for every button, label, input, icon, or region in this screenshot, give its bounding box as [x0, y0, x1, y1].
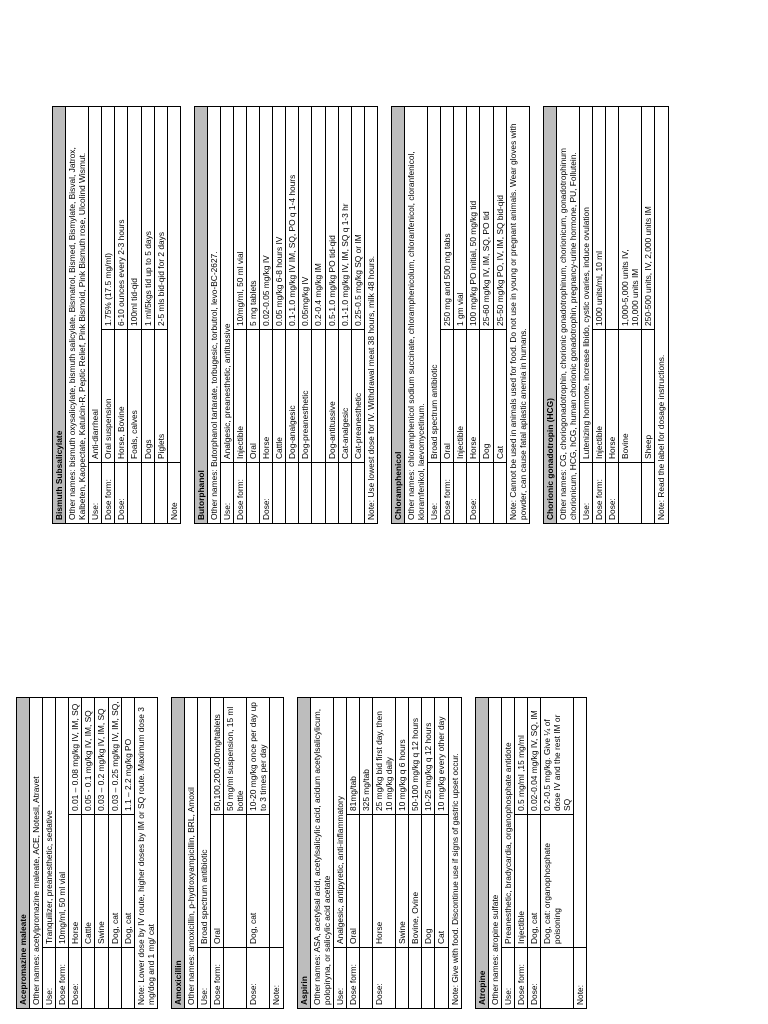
- table-row: [115, 107, 128, 523]
- row-label: Use:: [334, 947, 346, 1008]
- table-row: [102, 107, 115, 523]
- table-row: [82, 698, 95, 1008]
- row-label: Use:: [89, 462, 101, 523]
- drug-note: Note: Read the label for dosage instructions.: [656, 354, 667, 520]
- other-names: Other names: atropine sulfate: [489, 698, 502, 1008]
- drug-card-acepromazine-maleate: [16, 697, 158, 1009]
- table-row: [373, 698, 396, 1008]
- row-label: Dose form:: [211, 947, 223, 1008]
- row-value: Preanesthetic, bradycardia, organophosphate antidote: [502, 742, 513, 944]
- row-category: Bovine, Ovine: [409, 814, 421, 947]
- table-row: [168, 107, 180, 523]
- row-category: Oral: [441, 329, 453, 462]
- row-value: 0.5 mg/ml ,15 mg/ml: [515, 735, 526, 811]
- row-value: 0.5-1.0 mg/kg PO tid-qid: [326, 235, 337, 326]
- row-value: 1.75% (17.5 mg/ml): [103, 252, 114, 326]
- drug-card-chloramphenicol: [391, 106, 530, 524]
- drug-card-chorionic-gonadotropin-hcg: [543, 106, 669, 524]
- right-column: [52, 106, 682, 524]
- table-row: [234, 107, 247, 523]
- table-row: [198, 698, 211, 1008]
- row-category: Cat-analgesic: [339, 329, 351, 462]
- row-value: Broad spectrum antibiotic: [429, 364, 440, 459]
- row-label: [95, 947, 107, 1008]
- row-label: [82, 947, 94, 1008]
- drug-card-bismuth-subsalicylate: [52, 106, 181, 524]
- row-value: 0.03 – 0.25 mg/kg IV, IM, SQ,: [109, 701, 120, 811]
- row-value: 0.03 – 0.2 mg/kg IV, IM, SQ: [96, 708, 107, 811]
- row-value: Tranquilizer, preanesthetic, sedative: [44, 810, 55, 944]
- row-label: Dose:: [260, 462, 272, 523]
- row-value: 25 mg/kg bid first day, then 10 mg/kg daily: [374, 711, 395, 811]
- row-value: Analgesic, antipyretic, anti-inflammatory: [334, 795, 345, 944]
- table-row: [312, 107, 325, 523]
- table-row: [224, 698, 247, 1008]
- other-names: Other names: bismuth oxysalicylate, bismuth salicylate, Bismatrol, Bismed, Bismylate, Bisval, Jatrox, Kalbeten, Kaopectate, Katulcin-R, Peptic Relief, Pink Bismoid, Pink Bismuth rose, Ulcolind Wismut.: [66, 107, 89, 523]
- row-value: 50 mg/ml suspension, 15 ml bottle: [225, 706, 246, 811]
- table-row: [326, 107, 339, 523]
- row-value: 0.02-0.05 mg/kg IV: [261, 255, 272, 326]
- table-row: [247, 107, 260, 523]
- table-row: [441, 107, 454, 523]
- table-row: [89, 107, 102, 523]
- row-value: Analgesic, preanesthetic, antitussive: [221, 323, 232, 459]
- row-category: Dog, cat: [122, 814, 134, 947]
- row-value: 50-100 mg/kg q 12 hours: [410, 717, 421, 811]
- row-label: [128, 462, 140, 523]
- table-row: [339, 107, 352, 523]
- row-value: 10-20 mg/kg once per day up to 3 times per day: [248, 702, 269, 811]
- row-label: [642, 462, 654, 523]
- row-category: Cattle: [273, 329, 285, 462]
- row-category: Horse: [373, 814, 395, 947]
- table-row: [352, 107, 365, 523]
- row-category: Horse: [606, 329, 618, 462]
- row-label: Use:: [428, 462, 440, 523]
- row-label: [312, 462, 324, 523]
- row-category: Piglets: [155, 329, 167, 462]
- drug-note: Note: Cannot be used in animals used for food. Do not use in young or pregnant animals. Wear gloves with powder, can cause fatal aplastic anemia in humans.: [507, 123, 528, 520]
- drug-title: Butorphanol: [195, 107, 208, 523]
- table-row: [286, 107, 299, 523]
- table-row: [593, 107, 606, 523]
- table-row: [619, 107, 642, 523]
- row-value: 1 gm vial: [455, 292, 466, 326]
- row-category: Injectible: [234, 329, 246, 462]
- row-label: Dose:: [69, 947, 81, 1008]
- table-row: [347, 698, 360, 1008]
- row-category: Sheep: [642, 329, 654, 462]
- row-value: 325 mg/tab: [360, 769, 371, 811]
- row-category: Dogs: [142, 329, 154, 462]
- table-row: [642, 107, 655, 523]
- table-row: [56, 698, 69, 1008]
- row-value: 0.05 mg/kg 6-8 hours IV: [274, 236, 285, 326]
- table-row: [95, 698, 108, 1008]
- row-category: Cat-preanesthetic: [352, 329, 364, 462]
- drug-note: Note: Lower dose by IV route, higher doses by IM or SQ route. Maximum dose 3 mg/dog and 1 mg/ cat: [135, 707, 156, 1005]
- row-label: Dose:: [606, 462, 618, 523]
- row-category: Dog, cat: organophosphate poisoning: [541, 814, 573, 947]
- row-category: [312, 329, 324, 462]
- table-row: [247, 698, 270, 1008]
- row-label: Dose form:: [234, 462, 246, 523]
- table-row: [128, 107, 141, 523]
- row-value: 0.01 – 0.08 mg/kg IV, IM, SQ: [70, 703, 81, 811]
- row-category: Cat: [435, 814, 447, 947]
- drug-card-butorphanol: [194, 106, 378, 524]
- table-row: [211, 698, 224, 1008]
- row-label: [339, 462, 351, 523]
- table-row: [396, 698, 409, 1008]
- row-label: [299, 462, 311, 523]
- row-value: 1 ml/5kgs tid up to 5 days: [142, 231, 153, 326]
- row-category: Dog: [422, 814, 434, 947]
- row-category: Foals, calves: [128, 329, 140, 462]
- row-label: [286, 462, 298, 523]
- table-row: [454, 107, 467, 523]
- row-value: 25-50 mg/kg PO, IV, IM, SQ bid-qid: [494, 195, 505, 326]
- row-category: Cat: [494, 329, 506, 462]
- row-value: Broad spectrum antibiotic: [199, 849, 210, 944]
- row-label: Dose form:: [515, 947, 527, 1008]
- row-value: [270, 698, 282, 947]
- drug-title: Atropine: [476, 698, 489, 1008]
- row-value: 1,000-5,000 units IV, 10,000 units IM: [620, 249, 641, 326]
- row-label: [480, 462, 492, 523]
- drug-note: Note: Give with food. Discontinue use if signs of gastric upset occur.: [449, 753, 460, 1005]
- row-label: Dose form:: [593, 462, 605, 523]
- row-value: Anti-diarrheal: [90, 409, 101, 459]
- row-label: Use:: [43, 947, 55, 1008]
- row-label: [619, 462, 641, 523]
- row-value: [168, 107, 180, 462]
- row-category: Injectible: [454, 329, 466, 462]
- row-category: Oral: [347, 814, 359, 947]
- row-value: 10 mg/kg every other day: [436, 716, 447, 811]
- drug-title: Amoxicillin: [172, 698, 185, 1008]
- table-row: [606, 107, 619, 523]
- table-row: [109, 698, 122, 1008]
- row-value: 25-60 mg/kg IV, IM, SQ, PO tid: [481, 211, 492, 326]
- row-value: Lutenizing hormone, increase libido, cystic ovaries, induce ovulation: [580, 207, 591, 459]
- row-category: Bovine: [619, 329, 641, 462]
- table-row: [467, 107, 480, 523]
- row-label: [352, 462, 364, 523]
- row-label: Dose:: [528, 947, 540, 1008]
- table-row: [334, 698, 347, 1008]
- table-row: [270, 698, 282, 1008]
- row-category: Dog-antitussive: [326, 329, 338, 462]
- row-value: 10/mg/ml, 50 ml vial: [235, 251, 246, 326]
- table-row: [299, 107, 312, 523]
- row-value: 250 mg and 500 mg tabs: [442, 233, 453, 326]
- table-row: [528, 698, 541, 1008]
- table-row: [43, 698, 56, 1008]
- row-category: Injectible: [593, 329, 605, 462]
- row-label: Use:: [502, 947, 514, 1008]
- row-label: [122, 947, 134, 1008]
- table-row: [422, 698, 435, 1008]
- table-row: [142, 107, 155, 523]
- row-category: Swine: [95, 814, 107, 947]
- row-label: Dose:: [247, 947, 269, 1008]
- drug-title: Acepromazine maleate: [17, 698, 30, 1008]
- row-label: Dose form:: [102, 462, 114, 523]
- row-label: Use:: [580, 462, 592, 523]
- row-label: Use:: [221, 462, 233, 523]
- row-value: 0.05mg/kg IV: [300, 276, 311, 326]
- row-label: Note:: [270, 947, 282, 1008]
- other-names: Other names: chloramphenicol sodium succinate, chloramphenicolum, chloranfenicol, cloranfenicol, kloramfenikol, laevomycetinum.: [405, 107, 428, 523]
- row-value: 6-10 ounces every 2-3 hours: [116, 219, 127, 326]
- row-category: Dog, cat: [109, 814, 121, 947]
- row-value: 0.1-1.0 mg/kg IV, IM, SQ q 1-3 hr: [339, 203, 350, 326]
- row-label: Note:: [574, 947, 586, 1008]
- row-label: [541, 947, 573, 1008]
- drug-card-atropine: [475, 697, 588, 1009]
- row-label: [422, 947, 434, 1008]
- table-row: [574, 698, 586, 1008]
- row-label: [494, 462, 506, 523]
- row-label: Dose:: [467, 462, 479, 523]
- table-row: [155, 107, 168, 523]
- drug-card-amoxicillin: [171, 697, 284, 1009]
- drug-card-aspirin: [297, 697, 462, 1009]
- row-category: Dog: [480, 329, 492, 462]
- row-value: 250-500 units, IV, 2,000 units IM: [643, 206, 654, 326]
- row-value: 0.25-0.5 mg/kg SQ or IM: [352, 234, 363, 326]
- row-label: [273, 462, 285, 523]
- drug-title: Chloramphenicol: [392, 107, 405, 523]
- row-value: 100 mg/kg PO initial, 50 mg/kg tid: [468, 200, 479, 326]
- row-label: [454, 462, 466, 523]
- row-category: Horse: [69, 814, 81, 947]
- row-category: Oral: [247, 329, 259, 462]
- drug-title: Bismuth Subsalicylate: [53, 107, 66, 523]
- row-label: Dose form:: [441, 462, 453, 523]
- row-category: Dog-analgesic: [286, 329, 298, 462]
- row-label: Use:: [198, 947, 210, 1008]
- row-value: 0.2-0.5 mg/kg. Give ¼ of dose IV and the rest IM or SQ: [541, 714, 573, 811]
- drug-note: Note: Use lowest dose for IV. Withdrawal meat 38 hours, milk 48 hours.: [365, 255, 376, 520]
- other-names: Other names: CG, choriogonadotrophin, chorionic gonadotrophinum, chorionicum, gonadotrophinum chorionicum, HCG, hCG, human chorionic gonadotrophin, pregnancy-urine hormone, PU, Follutein.: [557, 107, 580, 523]
- row-label: [247, 462, 259, 523]
- other-names: Other names: ASA, acetylsal acid, acetylsalicylic acid, acidum acetylsalicylicum, polopiryna, or salicylic acid acetate: [311, 698, 334, 1008]
- row-category: Swine: [396, 814, 408, 947]
- table-row: [541, 698, 574, 1008]
- table-row: [435, 698, 448, 1008]
- row-label: Dose form:: [347, 947, 359, 1008]
- row-category: Oral suspension: [102, 329, 114, 462]
- row-value: 10-25 mg/kg q 12 hours: [423, 722, 434, 811]
- table-row: [515, 698, 528, 1008]
- row-label: Note: [168, 462, 180, 523]
- table-row: [69, 698, 82, 1008]
- row-label: [109, 947, 121, 1008]
- row-label: [326, 462, 338, 523]
- table-row: [580, 107, 593, 523]
- row-value: 1000 units/ml, 10 ml: [594, 251, 605, 326]
- table-row: [428, 107, 441, 523]
- row-category: Cattle: [82, 814, 94, 947]
- row-category: Horse: [467, 329, 479, 462]
- row-value: 1.1 – 2.2 mg/kg PO: [122, 738, 133, 811]
- row-value: 0.2-0.4 mg/kg IM: [313, 263, 324, 326]
- row-category: Dog, cat: [528, 814, 540, 947]
- row-label: Dose:: [115, 462, 127, 523]
- other-names: Other names: Butorphanol tartarate, torbugesic, torbutrol, levo-BC-2627.: [208, 107, 221, 523]
- row-label: [224, 947, 246, 1008]
- row-value: 81mg/tab: [347, 776, 358, 811]
- table-row: [122, 698, 135, 1008]
- row-label: [360, 947, 372, 1008]
- row-value: 5 mg tablets: [248, 280, 259, 326]
- row-value: 0.05 - 0.1 mg/kg IV, IM, SQ: [83, 710, 94, 811]
- row-value: 10mg/ml, 50 ml vial: [57, 871, 68, 944]
- row-category: Injectible: [515, 814, 527, 947]
- row-category: [224, 814, 246, 947]
- row-value: 100ml tid-qid: [129, 278, 140, 326]
- row-value: 50,100,200,400mg/tablets: [212, 714, 223, 811]
- row-label: [409, 947, 421, 1008]
- other-names: Other names: amoxicillin, p-hydroxyampicillin, BRL, Amoxil: [185, 698, 198, 1008]
- table-row: [409, 698, 422, 1008]
- left-column: [16, 697, 600, 1009]
- table-row: [494, 107, 507, 523]
- table-row: [260, 107, 273, 523]
- table-row: [480, 107, 493, 523]
- row-category: Dog-preanesthetic: [299, 329, 311, 462]
- other-names: Other names: acetylpromazine maleate, ACE, Notesil, Atravet: [30, 698, 43, 1008]
- table-row: [221, 107, 234, 523]
- row-value: [606, 107, 618, 329]
- row-label: [435, 947, 447, 1008]
- table-row: [360, 698, 373, 1008]
- row-value: [574, 698, 586, 947]
- row-category: Horse, Bovine: [115, 329, 127, 462]
- row-value: 0.02-0.04 mg/kg IV, SQ, IM: [528, 710, 539, 811]
- table-row: [502, 698, 515, 1008]
- row-label: Dose:: [373, 947, 395, 1008]
- table-row: [273, 107, 286, 523]
- drug-title: Aspirin: [298, 698, 311, 1008]
- row-value: 2-5 mls bid-qid for 2 days: [155, 231, 166, 326]
- drug-title: Chorionic gonadotropin (HCG): [544, 107, 557, 523]
- row-category: [360, 814, 372, 947]
- row-value: 10 mg/kg q 6 hours: [397, 739, 408, 811]
- row-category: Horse: [260, 329, 272, 462]
- row-category: Oral: [211, 814, 223, 947]
- row-label: Dose form:: [56, 947, 68, 1008]
- row-label: [142, 462, 154, 523]
- row-value: 0.1-1.0 mg/kg IV IM, SQ, PO q 1-4 hours: [287, 174, 298, 326]
- row-label: [396, 947, 408, 1008]
- row-label: [155, 462, 167, 523]
- row-category: Dog, cat: [247, 814, 269, 947]
